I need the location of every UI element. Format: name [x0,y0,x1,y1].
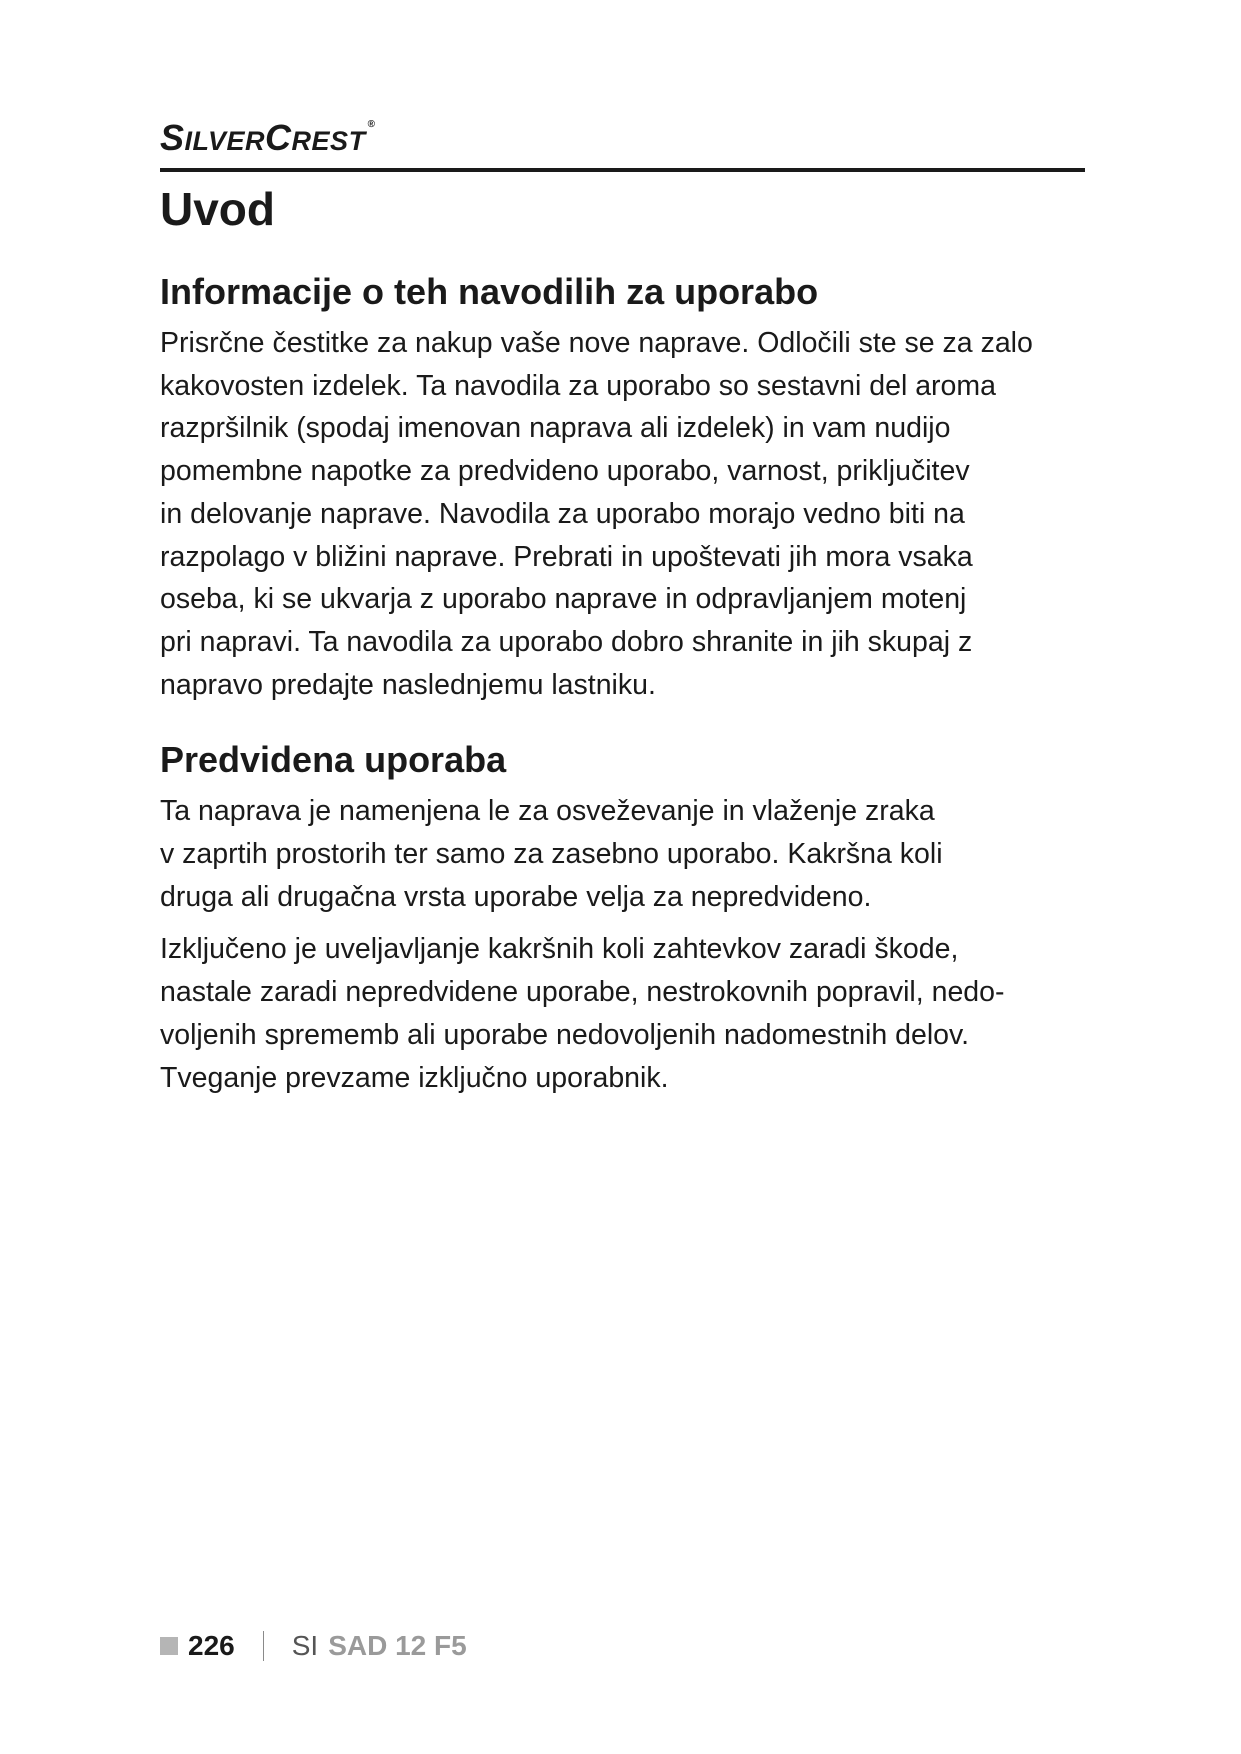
logo-letter: C [265,117,292,158]
brand-logo [160,117,376,158]
footer-divider [263,1631,264,1661]
logo-letters: REST [291,126,366,156]
logo-letters: ILVER [184,126,266,156]
page-title: Uvod [160,183,275,235]
logo-letter: S [160,117,185,158]
model-code: SAD 12 F5 [328,1630,467,1661]
section-info-paragraph: Prisrčne čestitke za nakup vaše nove naprave. Odločili ste se za zalo kakovosten izdelek. Ta navodila za uporabo so sestavni del aroma razpršilnik (spodaj imenovan naprava ali izdelek) in vam nudijo pomembne napotke za predvideno uporabo, varnost, priključitev in delovanje naprave. Navodila za uporabo morajo vedno biti na razpolago v bližini naprave. Prebrati in upoštevati jih mora vsaka oseba, ki se ukvarja z uporabo naprave in odpravljanjem motenj pri napravi. Ta navodila za uporabo dobro shranite in jih skupaj z napravo predajte naslednjemu lastniku. [160,327,1033,701]
section-title-info: Informacije o teh navodilih za uporabo [160,271,819,312]
section-intended-use-paragraph-2: Izključeno je uveljavljanje kakršnih koli zahtevkov zaradi škode, nastale zaradi nepredvidene uporabe, nestrokovnih popravil, nedo- voljenih sprememb ali uporabe nedovoljenih nadomestnih delov. Tveganje prevzame izključno uporabnik. [160,933,1005,1094]
footer-square-icon [160,1637,178,1655]
section-intended-use-paragraph-1: Ta naprava je namenjena le za osveževanje in vlaženje zraka v zaprtih prostorih ter samo za zasebno uporabo. Kakršna koli druga ali drugačna vrsta uporabe velja za nepredvideno. [160,795,943,913]
registered-mark: ® [367,119,376,130]
page-number: 226 [188,1630,235,1661]
header-rule [160,168,1085,172]
section-title-intended-use: Predvidena uporaba [160,739,507,781]
main-content [160,268,1100,1099]
page-footer [160,1628,467,1664]
language-code: SI [291,1630,319,1661]
